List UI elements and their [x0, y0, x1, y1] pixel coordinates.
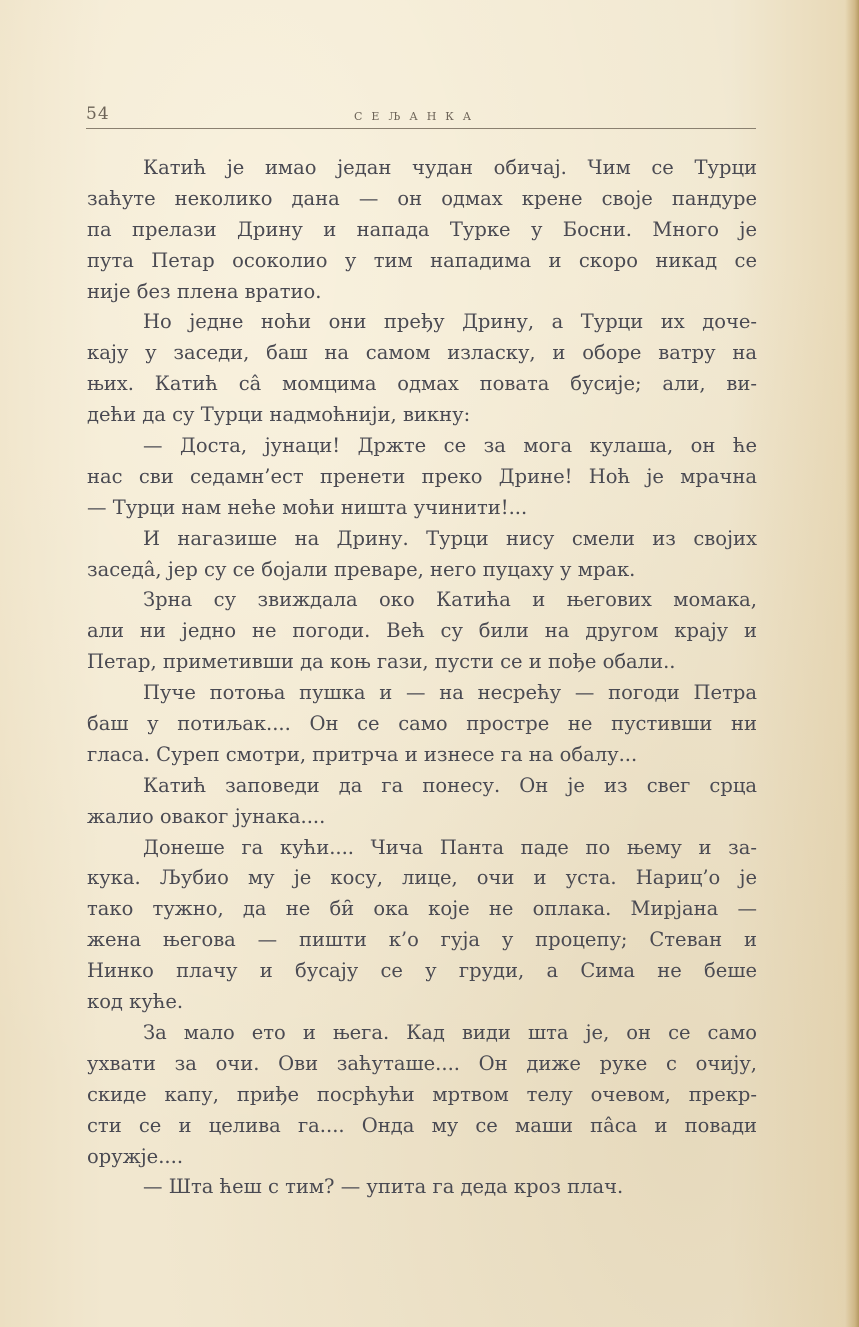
text-line: кука. Љубио му је косу, лице, очи и уста. Нариц’о је [87, 866, 757, 890]
text-line: — Турци нам неће моћи ништа учинити!... [87, 495, 528, 519]
text-line: Пуче потоња пушка и — на несрећу — погоди Петра [143, 681, 757, 705]
text-line: оружје.... [87, 1144, 184, 1168]
body-text [87, 153, 757, 1203]
text-line: И нагазише на Дрину. Турци нису смели из својих [143, 526, 757, 550]
text-line: баш у потиљак.... Он се само простре не пустивши ни [87, 712, 757, 736]
text-line: За мало ето и њега. Кад види шта је, он се само [143, 1020, 757, 1044]
text-line: Зрна су звиждала око Катића и његових момака, [143, 588, 757, 612]
running-title: СЕЉАНКА [354, 110, 481, 123]
text-line: кају у заседи, баш на самом изласку, и оборе ватру на [87, 341, 757, 365]
text-line: заседа̂, јер су се бојали преваре, него пуцаху у мрак. [87, 557, 636, 581]
text-line: жалио оваког јунака.... [87, 804, 326, 828]
text-line: жена његова — пишти к’о гуја у процепу; Стеван и [87, 928, 757, 952]
text-line: код куће. [87, 990, 184, 1014]
text-line: није без плена вратио. [87, 279, 322, 303]
page-edge [845, 0, 859, 1327]
text-line: Катић заповеди да га понесу. Он је из свег срца [143, 773, 757, 797]
text-line: гласа. Суреп смотри, притрча и изнесе га на обалу... [87, 742, 638, 766]
text-line: дећи да су Турци надмоћнији, викну: [87, 403, 471, 427]
text-line: ухвати за очи. Ови заћуташе.... Он диже руке с очију, [87, 1051, 757, 1075]
text-line: — Шта ћеш с тим? — упита га деда кроз плач. [143, 1175, 624, 1199]
text-line: Петар, приметивши да коњ гази, пусти се и пође обали.. [87, 650, 676, 674]
text-line: па прелази Дрину и напада Турке у Босни. Много је [87, 217, 757, 241]
text-line: — Доста, јунаци! Држте се за мога кулаша, он ће [143, 434, 757, 458]
header-rule [86, 128, 756, 129]
text-line: сти се и целива га.... Онда му се маши па̂са и повади [87, 1113, 757, 1137]
text-line: али ни једно не погоди. Већ су били на другом крају и [87, 619, 757, 643]
text-line: заћуте неколико дана — он одмах крене своје пандуре [87, 186, 757, 210]
text-line: тако тужно, да не би̑ ока које не оплака. Мирјана — [87, 897, 757, 921]
text-line: Но једне ноћи они пређу Дрину, а Турци их доче- [143, 310, 757, 334]
text-line: скиде капу, приђе посрћући мртвом телу очевом, прекр- [87, 1082, 757, 1106]
text-line: њих. Катић са̂ момцима одмах повата бусије; али, ви- [87, 372, 757, 396]
page-number: 54 [86, 104, 110, 124]
page-header [86, 104, 756, 130]
text-line: пута Петар осоколио у тим нападима и скоро никад се [87, 248, 757, 272]
text-line: нас сви седамн’ест пренети преко Дрине! Ноћ је мрачна [87, 464, 757, 488]
text-line: Нинко плачу и бусају се у груди, а Сима не беше [87, 959, 757, 983]
text-line: Катић је имао један чудан обичај. Чим се Турци [143, 156, 757, 179]
text-line: Донеше га кући.... Чича Панта паде по њему и за- [143, 835, 757, 859]
